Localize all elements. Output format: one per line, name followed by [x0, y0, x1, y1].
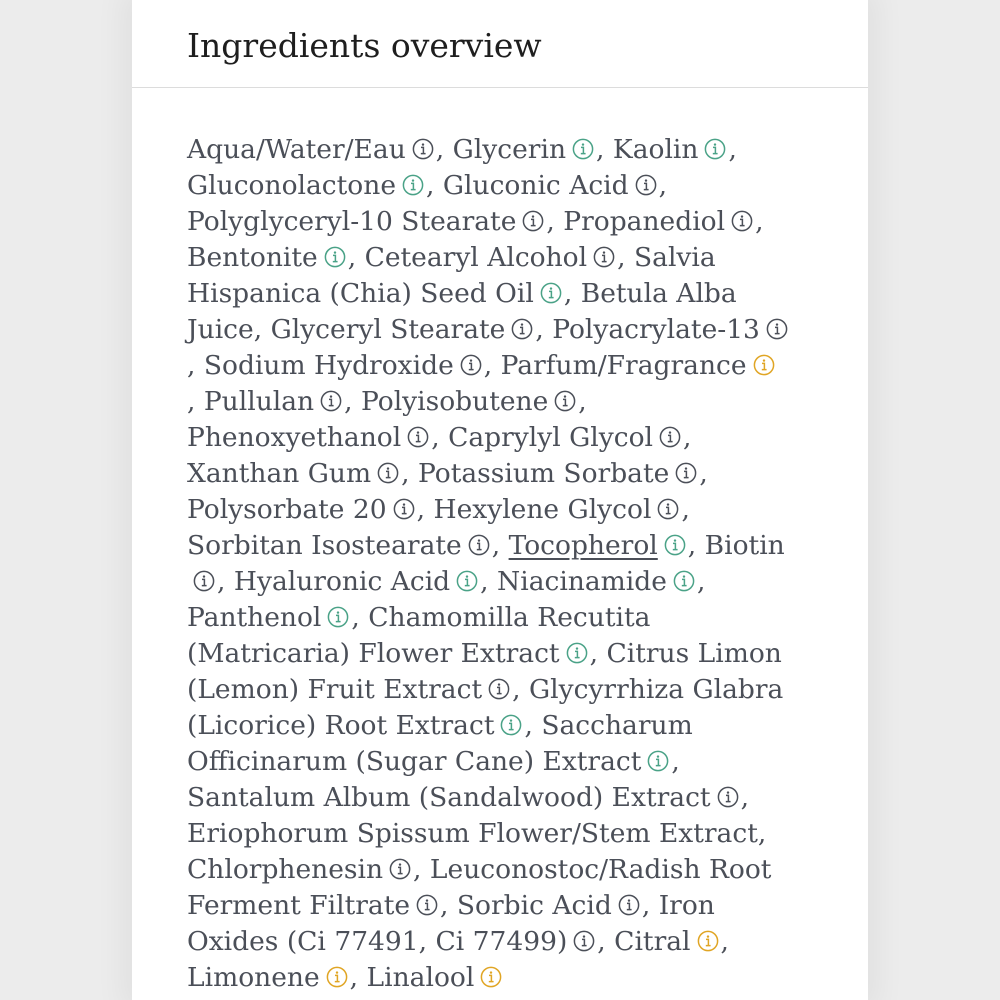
- ingredient-name: Biotin: [704, 530, 785, 561]
- info-icon[interactable]: [511, 318, 533, 340]
- ingredient-name: Juice,: [187, 314, 263, 345]
- separator: ,: [401, 458, 410, 489]
- separator: ,: [535, 314, 544, 345]
- info-icon[interactable]: [326, 966, 348, 988]
- ingredient-name: (Matricaria) Flower Extract: [187, 638, 560, 669]
- ingredient-name: Sorbitan Isostearate: [187, 530, 462, 561]
- ingredient-name: , Sodium Hydroxide: [187, 350, 454, 381]
- ingredient-name: Potassium Sorbate: [417, 458, 670, 489]
- ingredient-name: Santalum Album (Sandalwood) Extract: [187, 782, 711, 813]
- ingredient-name: Glycerin: [452, 134, 567, 165]
- ingredient-name: Limonene: [187, 962, 320, 993]
- ingredient-name: , Pullulan: [187, 386, 315, 417]
- separator: ,: [683, 422, 692, 453]
- ingredient-line: [187, 240, 827, 276]
- ingredient-name: Officinarum (Sugar Cane) Extract: [187, 746, 642, 777]
- ingredient-line: [187, 672, 827, 708]
- card-header: [132, 0, 868, 88]
- ingredient-name: Gluconolactone: [187, 170, 396, 201]
- info-icon[interactable]: [753, 354, 775, 376]
- ingredient-name: Linalool: [366, 962, 475, 993]
- separator: ,: [416, 494, 426, 525]
- ingredient-name: Propanediol: [563, 206, 726, 237]
- info-icon[interactable]: [618, 894, 640, 916]
- separator: ,: [720, 926, 729, 957]
- ingredient-name: Cetearyl Alcohol: [364, 242, 588, 273]
- ingredient-name: Hexylene Glycol: [433, 494, 652, 525]
- ingredient-line: [187, 528, 827, 564]
- ingredient-name: (Lemon) Fruit Extract: [187, 674, 483, 705]
- separator: ,: [546, 206, 555, 237]
- ingredient-list: [187, 132, 827, 996]
- info-icon[interactable]: [673, 570, 695, 592]
- info-icon[interactable]: [327, 606, 349, 628]
- info-icon[interactable]: [480, 966, 502, 988]
- ingredient-name: Panthenol: [187, 602, 322, 633]
- ingredient-link[interactable]: Tocopherol: [508, 530, 658, 561]
- ingredient-line: [187, 708, 827, 744]
- info-icon[interactable]: [402, 174, 424, 196]
- info-icon[interactable]: [393, 498, 415, 520]
- info-icon[interactable]: [389, 858, 411, 880]
- ingredient-line: [187, 888, 827, 924]
- ingredient-name: (Licorice) Root Extract: [187, 710, 495, 741]
- ingredient-name: Phenoxyethanol: [187, 422, 402, 453]
- info-icon[interactable]: [573, 930, 595, 952]
- separator: ,: [696, 566, 706, 597]
- separator: ,: [641, 890, 651, 921]
- ingredient-line: [187, 564, 827, 600]
- ingredient-line: [187, 744, 827, 780]
- separator: ,: [431, 422, 440, 453]
- ingredient-name: Polyisobutene: [360, 386, 549, 417]
- ingredient-line: [187, 780, 827, 816]
- separator: ,: [699, 458, 708, 489]
- info-icon[interactable]: [647, 750, 669, 772]
- ingredient-line: [187, 852, 827, 888]
- separator: ,: [658, 170, 668, 201]
- ingredient-name: Xanthan Gum: [187, 458, 372, 489]
- ingredient-name: Aqua/Water/Eau: [187, 134, 406, 165]
- ingredient-name: Parfum/Fragrance: [500, 350, 747, 381]
- ingredient-name: Glyceryl Stearate: [270, 314, 506, 345]
- separator: ,: [681, 494, 690, 525]
- separator: ,: [512, 674, 521, 705]
- ingredient-name: Salvia: [634, 242, 716, 273]
- separator: ,: [563, 278, 573, 309]
- info-icon[interactable]: [468, 534, 490, 556]
- ingredient-line: [187, 384, 827, 420]
- separator: ,: [480, 566, 489, 597]
- ingredient-name: Betula Alba: [580, 278, 737, 309]
- separator: ,: [589, 638, 599, 669]
- info-icon[interactable]: [593, 246, 615, 268]
- ingredient-name: Citral: [614, 926, 691, 957]
- separator: ,: [740, 782, 750, 813]
- info-icon[interactable]: [540, 282, 562, 304]
- page-title: Ingredients overview: [187, 26, 542, 65]
- ingredients-card: [132, 0, 868, 1000]
- separator: ,: [440, 890, 449, 921]
- separator: ,: [755, 206, 764, 237]
- ingredient-name: Sorbic Acid: [456, 890, 612, 921]
- ingredient-name: Ferment Filtrate: [187, 890, 411, 921]
- info-icon[interactable]: [664, 534, 686, 556]
- ingredient-line: [187, 924, 827, 960]
- ingredient-name: Oxides (Ci 77491, Ci 77499): [187, 926, 568, 957]
- ingredient-line: [187, 168, 827, 204]
- ingredient-name: Saccharum: [541, 710, 693, 741]
- ingredient-line: [187, 960, 827, 996]
- info-icon[interactable]: [456, 570, 478, 592]
- ingredient-name: Leuconostoc/Radish Root: [429, 854, 772, 885]
- info-icon[interactable]: [731, 210, 753, 232]
- info-icon[interactable]: [717, 786, 739, 808]
- info-icon[interactable]: [566, 642, 588, 664]
- ingredient-name: Caprylyl Glycol: [448, 422, 654, 453]
- ingredient-name: Chamomilla Recutita: [368, 602, 651, 633]
- info-icon[interactable]: [460, 354, 482, 376]
- ingredient-line: [187, 348, 827, 384]
- separator: ,: [687, 530, 697, 561]
- ingredient-line: [187, 492, 827, 528]
- ingredient-line: [187, 456, 827, 492]
- ingredient-name: Glycyrrhiza Glabra: [528, 674, 784, 705]
- info-icon[interactable]: [697, 930, 719, 952]
- separator: ,: [426, 170, 435, 201]
- ingredient-name: Kaolin: [612, 134, 699, 165]
- ingredient-name: Polyacrylate-13: [552, 314, 760, 345]
- separator: ,: [597, 926, 606, 957]
- info-icon[interactable]: [522, 210, 544, 232]
- info-icon[interactable]: [704, 138, 726, 160]
- ingredient-name: Polyglyceryl-10 Stearate: [187, 206, 517, 237]
- separator: ,: [413, 854, 422, 885]
- ingredient-line: [187, 276, 827, 312]
- ingredient-name: Chlorphenesin: [187, 854, 384, 885]
- ingredient-name: Iron: [658, 890, 715, 921]
- ingredient-name: Hyaluronic Acid: [233, 566, 451, 597]
- ingredient-name: Citrus Limon: [606, 638, 782, 669]
- separator: ,: [351, 602, 360, 633]
- separator: ,: [617, 242, 626, 273]
- ingredient-line: [187, 420, 827, 456]
- ingredient-name: Niacinamide: [497, 566, 667, 597]
- info-icon[interactable]: [635, 174, 657, 196]
- info-icon[interactable]: [324, 246, 346, 268]
- ingredient-line: [187, 600, 827, 636]
- separator: ,: [217, 566, 226, 597]
- separator: ,: [483, 350, 493, 381]
- info-icon[interactable]: [554, 390, 576, 412]
- separator: ,: [524, 710, 533, 741]
- separator: ,: [349, 962, 359, 993]
- ingredient-line: [187, 636, 827, 672]
- info-icon[interactable]: [412, 138, 434, 160]
- ingredient-line: [187, 312, 827, 348]
- info-icon[interactable]: [657, 498, 679, 520]
- info-icon[interactable]: [659, 426, 681, 448]
- ingredient-name: Eriophorum Spissum Flower/Stem Extract,: [187, 818, 767, 849]
- info-icon[interactable]: [572, 138, 594, 160]
- ingredient-name: Hispanica (Chia) Seed Oil: [187, 278, 534, 309]
- info-icon[interactable]: [675, 462, 697, 484]
- ingredient-line: [187, 816, 827, 852]
- separator: ,: [671, 746, 680, 777]
- separator: ,: [435, 134, 445, 165]
- ingredient-name: Gluconic Acid: [442, 170, 629, 201]
- info-icon[interactable]: [766, 318, 788, 340]
- info-icon[interactable]: [416, 894, 438, 916]
- info-icon[interactable]: [377, 462, 399, 484]
- separator: ,: [728, 134, 737, 165]
- ingredient-name: Polysorbate 20: [187, 494, 387, 525]
- info-icon[interactable]: [320, 390, 342, 412]
- info-icon[interactable]: [500, 714, 522, 736]
- separator: ,: [596, 134, 605, 165]
- separator: ,: [491, 530, 501, 561]
- ingredient-line: [187, 132, 827, 168]
- info-icon[interactable]: [193, 570, 215, 592]
- separator: ,: [344, 386, 353, 417]
- info-icon[interactable]: [488, 678, 510, 700]
- ingredient-line: [187, 204, 827, 240]
- ingredient-name: Bentonite: [187, 242, 318, 273]
- separator: ,: [578, 386, 587, 417]
- info-icon[interactable]: [407, 426, 429, 448]
- separator: ,: [347, 242, 357, 273]
